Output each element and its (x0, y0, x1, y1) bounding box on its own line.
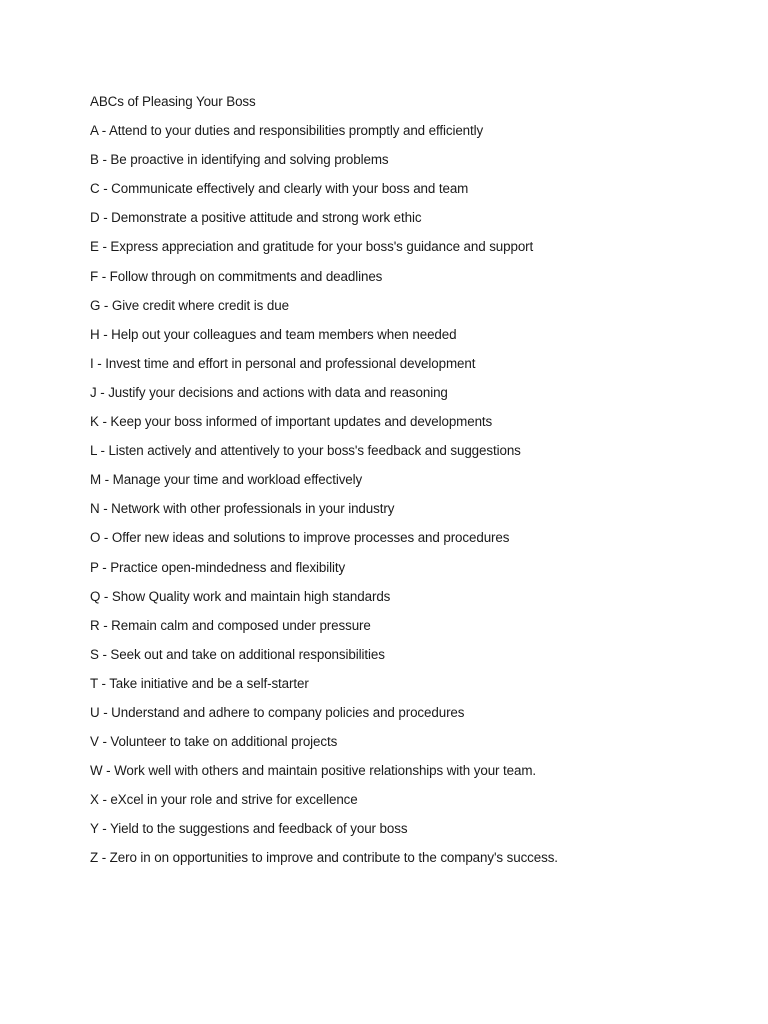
list-item-i: I - Invest time and effort in personal and professional development (90, 355, 476, 371)
list-item-g: G - Give credit where credit is due (90, 297, 289, 313)
list-item-p: P - Practice open-mindedness and flexibility (90, 559, 346, 575)
list-item-b: B - Be proactive in identifying and solving problems (90, 152, 389, 168)
list-item-y: Y - Yield to the suggestions and feedback of your boss (90, 821, 408, 837)
list-item-f: F - Follow through on commitments and deadlines (90, 268, 383, 284)
list-item-c: C - Communicate effectively and clearly with your boss and team (90, 181, 469, 197)
list-item-u: U - Understand and adhere to company policies and procedures (90, 704, 465, 720)
document-body (90, 92, 750, 878)
list-item-v: V - Volunteer to take on additional projects (90, 734, 338, 750)
list-item-q: Q - Show Quality work and maintain high standards (90, 588, 391, 604)
list-item-w: W - Work well with others and maintain positive relationships with your team. (90, 763, 537, 779)
list-item-e: E - Express appreciation and gratitude for your boss's guidance and support (90, 239, 534, 255)
list-item-x: X - eXcel in your role and strive for excellence (90, 792, 358, 808)
list-item-t: T - Take initiative and be a self-starter (90, 675, 309, 691)
list-item-o: O - Offer new ideas and solutions to improve processes and procedures (90, 530, 510, 546)
document-title: ABCs of Pleasing Your Boss (90, 94, 256, 109)
list-item-m: M - Manage your time and workload effectively (90, 472, 363, 488)
list-item-j: J - Justify your decisions and actions with data and reasoning (90, 384, 448, 400)
list-item-r: R - Remain calm and composed under pressure (90, 617, 371, 633)
list-item-s: S - Seek out and take on additional responsibilities (90, 646, 385, 662)
list-item-k: K - Keep your boss informed of important updates and developments (90, 414, 493, 430)
list-item-z: Z - Zero in on opportunities to improve and contribute to the company's success. (90, 850, 558, 866)
list-item-h: H - Help out your colleagues and team members when needed (90, 326, 457, 342)
list-item-l: L - Listen actively and attentively to your boss's feedback and suggestions (90, 443, 521, 459)
list-item-n: N - Network with other professionals in your industry (90, 501, 395, 517)
list-item-d: D - Demonstrate a positive attitude and strong work ethic (90, 210, 422, 226)
list-item-a: A - Attend to your duties and responsibilities promptly and efficiently (90, 123, 484, 139)
